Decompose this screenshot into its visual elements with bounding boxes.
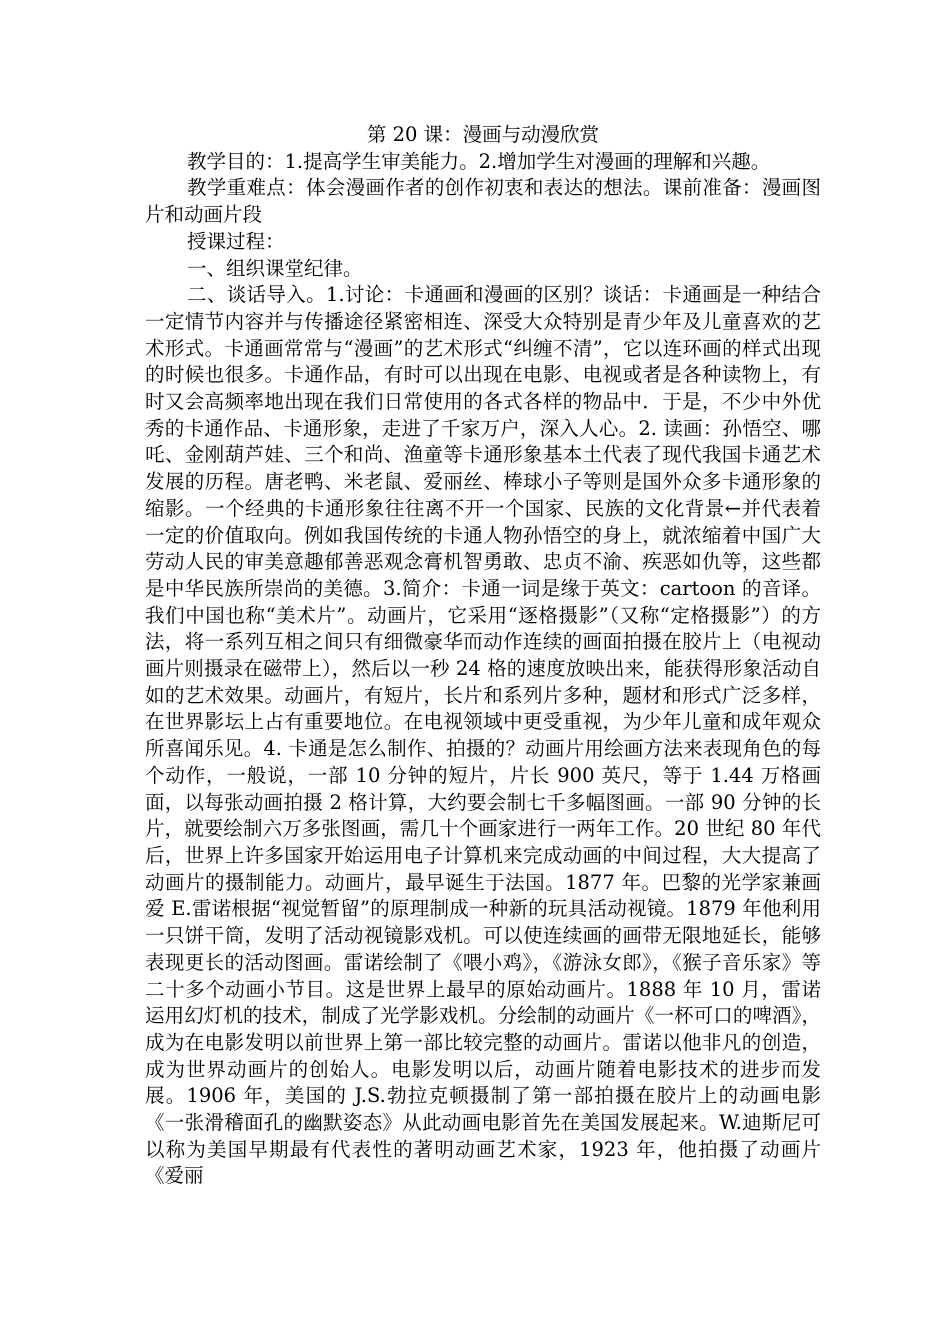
paragraph-step-one: 一、组织课堂纪律。: [187, 256, 363, 280]
lesson-title: 第 20 课：漫画与动漫欣赏: [366, 123, 600, 146]
paragraph-key-points: 教学重难点：体会漫画作者的创作初衷和表达的想法。课前准备：漫画图片和动画片段: [145, 176, 821, 227]
paragraph-process-heading: 授课过程：: [187, 229, 285, 253]
paragraph-step-two: 二、谈话导入。1.讨论：卡通画和漫画的区别？谈话：卡通画是一种结合一定情节内容并与传播途径紧密相连、深受大众特别是青少年及儿童喜欢的艺术形式。卡通画常常与“漫画”的艺术形式“纠缠不清”，它以连环画的样式出现的时候也很多。卡通作品，有时可以出现在电影、电视或者是各种读物上，有时又会高频率地出现在我们日常使用的各式各样的物品中．于是，不少中外优秀的卡通作品、卡通形象，走进了千家万户，深入人心。2. 读画：孙悟空、哪吒、金刚葫芦娃、三个和尚、渔童等卡通形象基本土代表了现代我国卡通艺术发展的历程。唐老鸭、米老鼠、爱丽丝、棒球小子等则是国外众多卡通形象的缩影。一个经典的卡通形象往往离不开一个国家、民族的文化背景←并代表着一定的价值取向。例如我国传统的卡通人物孙悟空的身上，就浓缩着中国广大劳动人民的审美意趣郁善恶观念膏机智勇敢、忠贞不渝、疾恶如仇等，这些都是中华民族所崇尚的美德。3.简介：卡通一词是缘于英文：cartoon 的音译。我们中国也称“美术片”。动画片，它采用“逐格摄影”（又称“定格摄影”）的方法，将一系列互相之间只有细微豪华而动作连续的画面拍摄在胶片上（电视动画片则摄录在磁带上），然后以一秒 24 格的速度放映出来，能获得形象活动自如的艺术效果。动画片，有短片，长片和系列片多种，题材和形式广泛多样，在世界影坛上占有重要地位。在电视领域中更受重视，为少年儿童和成年观众所喜闻乐见。4. 卡通是怎么制作、拍摄的？动画片用绘画方法来表现角色的每个动作，一般说，一部 10 分钟的短片，片长 900 英尺，等于 1.44 万格画面，以每张动画拍摄 2 格计算，大约要会制七千多幅图画。一部 90 分钟的长片，就要绘制六万多张图画，需几十个画家进行一两年工作。20 世纪 80 年代后，世界上许多国家开始运用电子计算机来完成动画的中间过程，大大提高了动画片的摄制能力。动画片，最早诞生于法国。1877 年。巴黎的光学家兼画爱 E.雷诺根据“视觉暂留”的原理制成一种新的玩具活动视镜。1879 年他利用一只饼干筒，发明了活动视镜影戏机。可以使连续画的画带无限地延长，能够表现更长的活动图画。雷诺绘制了《喂小鸡》，《游泳女郎》，《猴子音乐家》等二十多个动画小节目。这是世界上最早的原始动画片。1888 年 10 月，雷诺运用幻灯机的技术，制成了光学影戏机。分绘制的动画片《一杯可口的啤酒》，成为在电影发明以前世界上第一部比较完整的动画片。雷诺以他非凡的创造，成为世界动画片的创始人。电影发明以后，动画片随着电影技术的进步而发展。1906 年，美国的 J.S.勃拉克顿摄制了第一部拍摄在胶片上的动画电影《一张滑稽面孔的幽默姿态》从此动画电影首先在美国发展起来。W.迪斯尼可以称为美国早期最有代表性的著明动画艺术家，1923 年，他拍摄了动画片《爱丽: [145, 283, 821, 1188]
document-body: [145, 122, 821, 1190]
paragraph-teaching-goals: 教学目的：1.提高学生审美能力。2.增加学生对漫画的理解和兴趣。: [187, 149, 771, 173]
